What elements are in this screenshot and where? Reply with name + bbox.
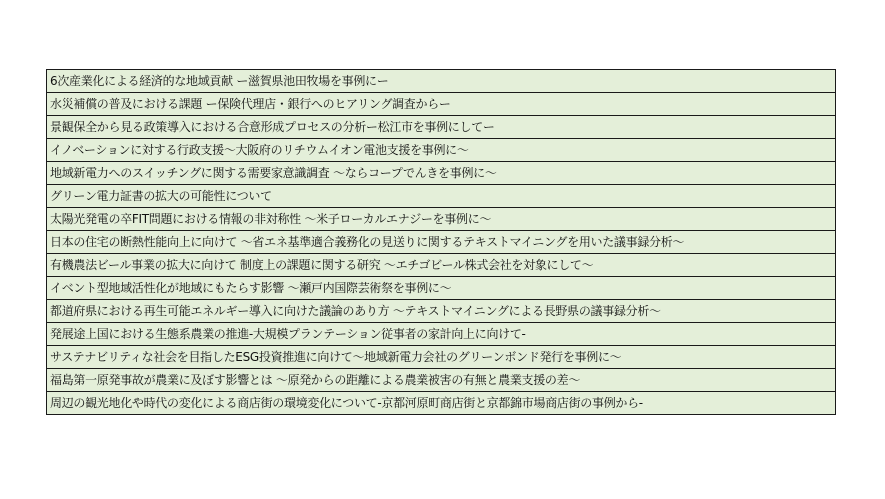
table-row: [47, 70, 836, 93]
table-cell: 発展途上国における生態系農業の推進-大規模プランテーション従事者の家計向上に向けて-: [47, 323, 836, 346]
table-row: [47, 300, 836, 323]
table-cell: サステナビリティな社会を目指したESG投資推進に向けて～地域新電力会社のグリーンボンド発行を事例に～: [47, 346, 836, 369]
table-cell: イノベーションに対する行政支援～大阪府のリチウムイオン電池支援を事例に～: [47, 139, 836, 162]
table-cell: 地域新電力へのスイッチングに関する需要家意識調査 ～ならコープでんきを事例に～: [47, 162, 836, 185]
table-cell: 有機農法ビール事業の拡大に向けて 制度上の課題に関する研究 ～エチゴビール株式会社を対象にして～: [47, 254, 836, 277]
table-row: [47, 346, 836, 369]
table-cell: 6次産業化による経済的な地域貢献 ー滋賀県池田牧場を事例にー: [47, 70, 836, 93]
table-cell: 周辺の観光地化や時代の変化による商店街の環境変化について-京都河原町商店街と京都錦市場商店街の事例から-: [47, 392, 836, 415]
table-row: [47, 231, 836, 254]
table-row: [47, 162, 836, 185]
table-cell: イベント型地域活性化が地域にもたらす影響 ～瀬戸内国際芸術祭を事例に～: [47, 277, 836, 300]
table-row: [47, 185, 836, 208]
table-row: [47, 369, 836, 392]
table-row: [47, 392, 836, 415]
table-cell: 日本の住宅の断熱性能向上に向けて ～省エネ基準適合義務化の見送りに関するテキストマイニングを用いた議事録分析～: [47, 231, 836, 254]
table-row: [47, 139, 836, 162]
table-row: [47, 254, 836, 277]
table-row: [47, 116, 836, 139]
table-row: [47, 277, 836, 300]
thesis-title-table: [46, 69, 836, 415]
table-row: [47, 93, 836, 116]
table-cell: 景観保全から見る政策導入における合意形成プロセスの分析ー松江市を事例にしてー: [47, 116, 836, 139]
table-cell: 都道府県における再生可能エネルギー導入に向けた議論のあり方 ～テキストマイニングによる長野県の議事録分析～: [47, 300, 836, 323]
table-cell: 水災補償の普及における課題 ー保険代理店・銀行へのヒアリング調査からー: [47, 93, 836, 116]
table-cell: 福島第一原発事故が農業に及ぼす影響とは ～原発からの距離による農業被害の有無と農業支援の差～: [47, 369, 836, 392]
table-cell: 太陽光発電の卒FIT問題における情報の非対称性 ～米子ローカルエナジーを事例に～: [47, 208, 836, 231]
table-cell: グリーン電力証書の拡大の可能性について: [47, 185, 836, 208]
table-row: [47, 323, 836, 346]
table-row: [47, 208, 836, 231]
